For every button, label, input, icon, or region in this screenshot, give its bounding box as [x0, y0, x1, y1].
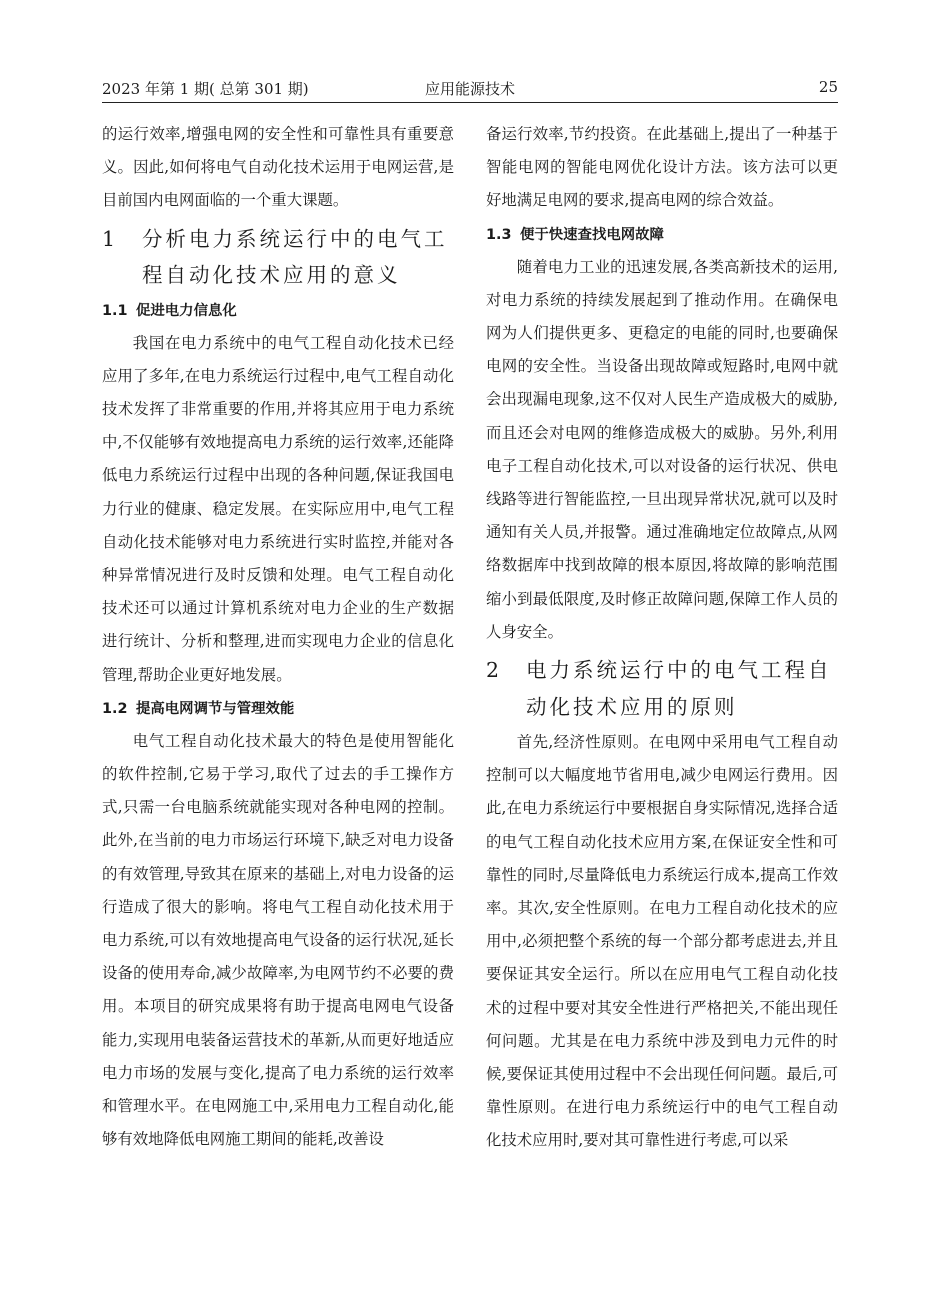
subsection-1-3-number: 1.3	[486, 226, 512, 243]
page-number: 25	[818, 78, 838, 96]
subsection-1-1-heading	[102, 295, 454, 327]
left-column	[102, 118, 454, 1156]
subsection-1-3-heading	[486, 219, 838, 251]
subsection-1-1-paragraph: 我国在电力系统中的电气工程自动化技术已经应用了多年,在电力系统运行过程中,电气工程自动化技术发挥了非常重要的作用,并将其应用于电力系统中,不仅能够有效地提高电力系统的运行效率,还能降低电力系统运行过程中出现的各种问题,保证我国电力行业的健康、稳定发展。在实际应用中,电气工程自动化技术能够对电力系统进行实时监控,并能对各种异常情况进行及时反馈和处理。电气工程自动化技术还可以通过计算机系统对电力企业的生产数据进行统计、分析和整理,进而实现电力企业的信息化管理,帮助企业更好地发展。	[102, 333, 454, 684]
intro-paragraph: 的运行效率,增强电网的安全性和可靠性具有重要意义。因此,如何将电气自动化技术运用于电网运营,是目前国内电网面临的一个重大课题。	[102, 125, 454, 210]
journal-title: 应用能源技术	[424, 80, 515, 98]
section-2-paragraph: 首先,经济性原则。在电网中采用电气工程自动控制可以大幅度地节省用电,减少电网运行费用。因此,在电力系统运行中要根据自身实际情况,选择合适的电气工程自动化技术应用方案,在保证安全性和可靠性的同时,尽量降低电力系统运行成本,提高工作效率。其次,安全性原则。在电力工程自动化技术的应用中,必须把整个系统的每一个部分都考虑进去,并且要保证其安全运行。所以在应用电气工程自动化技术的过程中要对其安全性进行严格把关,不能出现任何问题。尤其是在电力系统中涉及到电力元件的时候,要保证其使用过程中不会出现任何问题。最后,可靠性原则。在进行电力系统运行中的电气工程自动化技术应用时,要对其可靠性进行考虑,可以采	[486, 733, 838, 1150]
section-2-heading	[486, 652, 838, 725]
section-1-heading	[102, 221, 454, 294]
section-2-title: 电力系统运行中的电气工程自动化技术应用的原则	[526, 658, 832, 719]
section-2-number: 2	[486, 658, 500, 683]
section-1-title: 分析电力系统运行中的电气工程自动化技术应用的意义	[142, 226, 448, 288]
subsection-1-3-title: 便于快速查找电网故障	[520, 226, 664, 243]
issue-info: 2023 年第 1 期( 总第 301 期)	[102, 80, 309, 98]
subsection-1-2-number: 1.2	[102, 700, 128, 717]
running-header	[102, 76, 838, 102]
subsection-1-2-heading	[102, 693, 454, 725]
header-rule	[102, 102, 838, 103]
subsection-1-3-paragraph: 随着电力工业的迅速发展,各类高新技术的运用,对电力系统的持续发展起到了推动作用。在确保电网为人们提供更多、更稳定的电能的同时,也要确保电网的安全性。当设备出现故障或短路时,电网中就会出现漏电现象,这不仅对人民生产造成极大的威胁,而且还会对电网的维修造成极大的威胁。另外,利用电子工程自动化技术,可以对设备的运行状况、供电线路等进行智能监控,一旦出现异常状况,就可以及时通知有关人员,并报警。通过准确地定位故障点,从网络数据库中找到故障的根本原因,将故障的影响范围缩小到最低限度,及时修正故障问题,保障工作人员的人身安全。	[486, 257, 838, 641]
continued-paragraph: 备运行效率,节约投资。在此基础上,提出了一种基于智能电网的智能电网优化设计方法。该方法可以更好地满足电网的要求,提高电网的综合效益。	[486, 125, 838, 210]
subsection-1-2-title: 提高电网调节与管理效能	[136, 700, 295, 717]
subsection-1-1-title: 促进电力信息化	[136, 302, 237, 319]
right-column	[486, 118, 838, 1158]
section-1-number: 1	[102, 226, 116, 251]
subsection-1-1-number: 1.1	[102, 302, 128, 319]
subsection-1-2-paragraph: 电气工程自动化技术最大的特色是使用智能化的软件控制,它易于学习,取代了过去的手工操作方式,只需一台电脑系统就能实现对各种电网的控制。此外,在当前的电力市场运行环境下,缺乏对电力设备的有效管理,导致其在原来的基础上,对电力设备的运行造成了很大的影响。将电气工程自动化技术用于电力系统,可以有效地提高电气设备的运行状况,延长设备的使用寿命,减少故障率,为电网节约不必要的费用。本项目的研究成果将有助于提高电网电气设备能力,实现用电装备运营技术的革新,从而更好地适应电力市场的发展与变化,提高了电力系统的运行效率和管理水平。在电网施工中,采用电力工程自动化,能够有效地降低电网施工期间的能耗,改善设	[102, 731, 454, 1149]
